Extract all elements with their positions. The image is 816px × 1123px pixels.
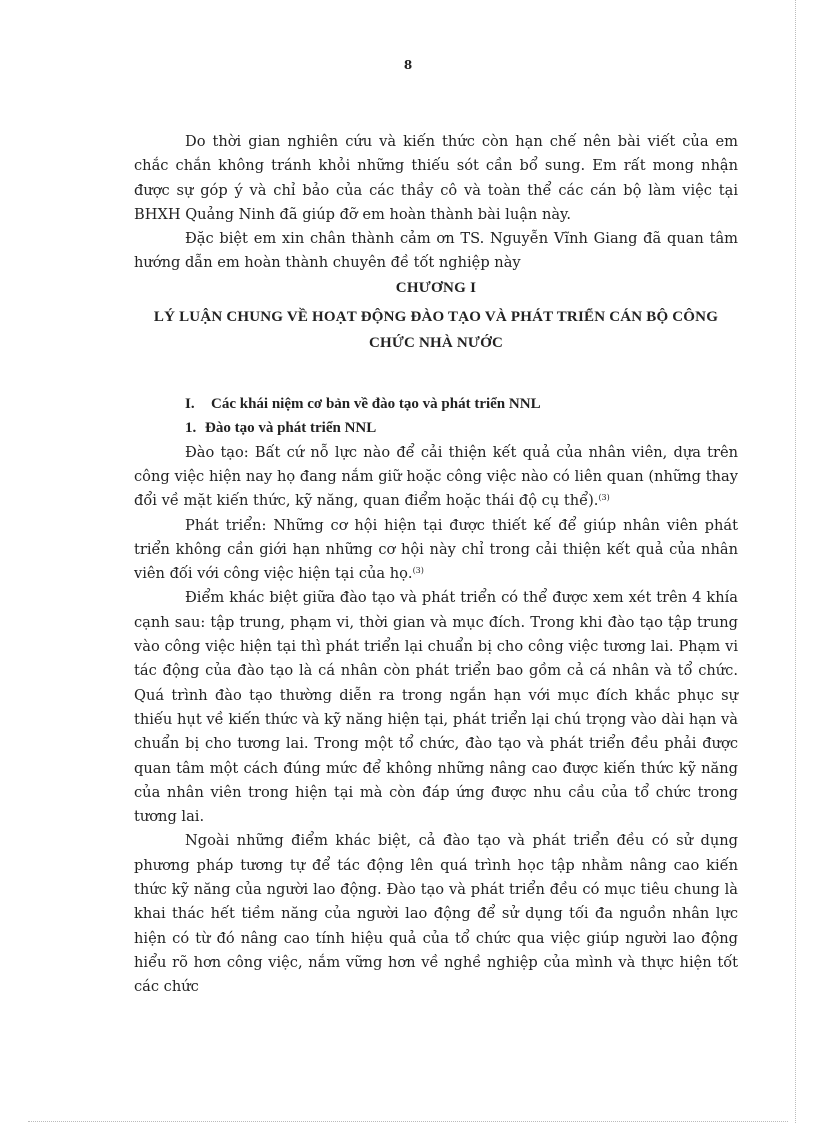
chapter-title: LÝ LUẬN CHUNG VỀ HOẠT ĐỘNG ĐÀO TẠO VÀ PHÁT TRIỂN CÁN BỘ CÔNG CHỨC NHÀ NƯỚC bbox=[153, 309, 719, 352]
subsection-title: Đào tạo và phát triển NNL bbox=[205, 420, 377, 437]
section-heading bbox=[134, 392, 738, 416]
page-right-border bbox=[795, 0, 796, 1123]
intro-paragraph-thanks: Đặc biệt em xin chân thành cảm ơn TS. Nguyễn Vĩnh Giang đã quan tâm hướng dẫn em hoàn thành chuyên đề tốt nghiệp này bbox=[134, 230, 738, 272]
subsection-heading bbox=[134, 416, 738, 440]
definition-development bbox=[134, 514, 738, 587]
document-body bbox=[134, 130, 738, 1000]
definition-development-text: Phát triển: Những cơ hội hiện tại được thiết kế để giúp nhân viên phát triển không cần giới hạn những cơ hội này chỉ trong cải thiện kết quả của nhân viên đối với công việc hiện tại của họ. bbox=[134, 516, 738, 583]
definition-training-ref: (3) bbox=[598, 493, 610, 503]
page-number: 8 bbox=[403, 58, 413, 72]
section-title: Các khái niệm cơ bản về đào tạo và phát triển NNL bbox=[211, 396, 541, 413]
body-paragraph-similarities: Ngoài những điểm khác biệt, cả đào tạo và phát triển đều có sử dụng phương pháp tương tự để tác động lên quá trình học tập nhằm nâng cao kiến thức kỹ năng của người lao động. Đào tạo và phát triển đều có mục tiêu chung là khai thác hết tiềm năng của người lao động để sử dụng tối đa nguồn nhân lực hiện có từ đó nâng cao tính hiệu quả của tổ chức qua việc giúp người lao động hiểu rõ hơn công việc, nắm vững hơn về nghề nghiệp của mình và thực hiện tốt các chức bbox=[134, 832, 738, 996]
page-bottom-border bbox=[28, 1121, 788, 1122]
subsection-number: 1. bbox=[185, 420, 197, 437]
chapter-label: CHƯƠNG I bbox=[395, 279, 477, 296]
intro-paragraph-acknowledgement: Do thời gian nghiên cứu và kiến thức còn hạn chế nên bài viết của em chắc chắn không tránh khỏi những thiếu sót cần bổ sung. Em rất mong nhận được sự góp ý và chỉ bảo của các thầy cô và toàn thể các cán bộ làm việc tại BHXH Quảng Ninh đã giúp đỡ em hoàn thành bài luận này. bbox=[134, 133, 738, 223]
body-paragraph-differences: Điểm khác biệt giữa đào tạo và phát triển có thể được xem xét trên 4 khía cạnh sau: tập trung, phạm vi, thời gian và mục đích. Trong khi đào tạo tập trung vào công việc hiện tại thì phát triển lại chuẩn bị cho công việc tương lai. Phạm vi tác động của đào tạo là cá nhân còn phát triển bao gồm cả cá nhân và tổ chức. Quá trình đào tạo thường diễn ra trong ngắn hạn với mục đích khắc phục sự thiếu hụt về kiến thức và kỹ năng hiện tại, phát triển lại chú trọng vào dài hạn và chuẩn bị cho tương lai. Trong một tổ chức, đào tạo và phát triển đều phải được quan tâm một cách đúng mức để không những nâng cao được kiến thức kỹ năng của nhân viên trong hiện tại mà còn đáp ứng được nhu cầu của tổ chức trong tương lai. bbox=[134, 589, 738, 826]
definition-training-text: Đào tạo: Bất cứ nỗ lực nào để cải thiện kết quả của nhân viên, dựa trên công việc hiện nay họ đang nắm giữ hoặc công việc nào có liên quan (những thay đổi về mặt kiến thức, kỹ năng, quan điểm hoặc thái độ cụ thể). bbox=[134, 443, 738, 510]
definition-development-ref: (3) bbox=[412, 566, 424, 576]
section-number: I. bbox=[185, 396, 195, 413]
definition-training bbox=[134, 441, 738, 514]
